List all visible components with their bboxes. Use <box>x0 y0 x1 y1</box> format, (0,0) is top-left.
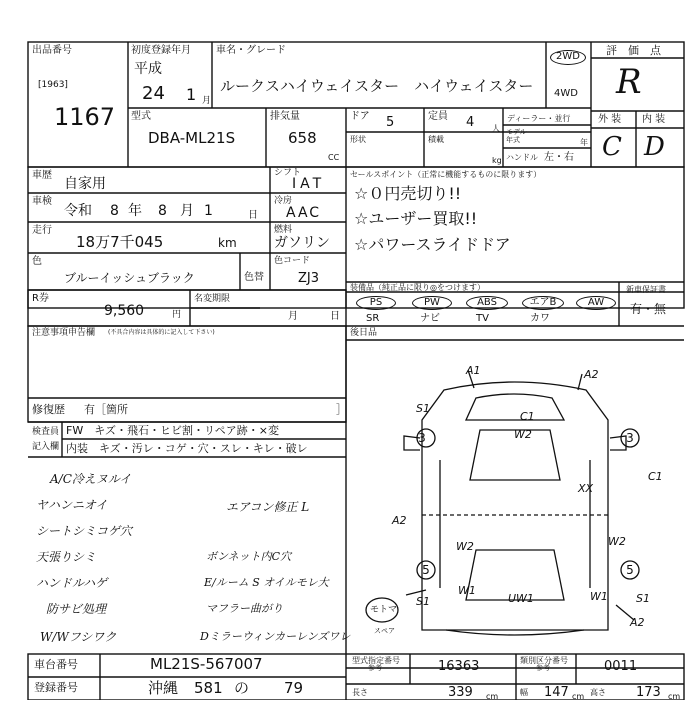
hand-note-right-1: エアコン修正 L <box>226 500 310 514</box>
chassis-label: 車台番号 <box>34 658 78 671</box>
notes-label: 注意事項申告欄 <box>32 328 96 338</box>
color-code: ZJ3 <box>298 271 320 286</box>
hand-note-right-2: ボンネット内C穴 <box>206 550 292 563</box>
sales-point-1: ☆０円売切り!! <box>354 184 462 203</box>
mark-a2-rear: A2 <box>630 616 645 629</box>
spare-mark: モトマ <box>370 605 398 615</box>
equip-sr: SR <box>366 313 380 324</box>
length-unit: cm <box>486 692 499 701</box>
mark-uw1: UW1 <box>508 592 534 605</box>
spare-label: スペア <box>374 627 395 635</box>
model-spec-sub: 参考 <box>368 664 382 672</box>
history-label: 車歴 <box>32 170 52 181</box>
equip-airbag: エアB <box>522 296 564 310</box>
title-day: 日 <box>330 311 340 322</box>
width-value: 147 <box>544 685 569 700</box>
model-spec-value: 16363 <box>438 659 480 674</box>
equipment-label: 装備品（純正品に限り◎をつけます） <box>350 283 485 292</box>
year-char: 年 <box>128 203 142 219</box>
title-month: 月 <box>288 311 298 322</box>
later-load-label: 後日品 <box>350 328 378 338</box>
inspection-year: 8 <box>110 203 119 219</box>
ac: AAC <box>286 205 322 221</box>
sales-point-2: ☆ユーザー買取!! <box>354 209 478 228</box>
equip-tv: TV <box>476 313 489 324</box>
repair-label: 修復歴 <box>32 403 65 416</box>
class-sub: 参考 <box>536 664 550 672</box>
wheel-circle-rr: 5 <box>626 563 634 577</box>
dealer-label: ディーラー・並行 <box>507 114 571 123</box>
mileage: 18万7千045 <box>76 233 164 251</box>
mark-s1-right: S1 <box>636 592 650 605</box>
chassis-no: ML21S-567007 <box>150 655 263 673</box>
mark-a2-left: A2 <box>392 514 407 527</box>
recycle-label: R券 <box>32 293 49 304</box>
inspector-label-2: 記入欄 <box>32 442 60 452</box>
hand-note-right-5: Dミラーウィンカーレンズワレ <box>200 630 351 643</box>
model-label: 型式 <box>131 111 151 122</box>
equip-navi: ナビ <box>420 313 440 324</box>
length-value: 339 <box>448 685 473 700</box>
car-diagram <box>346 340 684 654</box>
equip-pw: PW <box>412 296 452 310</box>
class-label: 類別区分番号 <box>520 656 568 665</box>
wheel-circle-fl: 3 <box>418 431 426 445</box>
hand-note-left-2: ヤハンニオイ <box>36 498 108 512</box>
hand-note-left-1: A/C冷えヌルイ <box>50 472 132 486</box>
year-unit: 年 <box>580 138 588 147</box>
color-change-label: 色替 <box>244 272 264 283</box>
capacity-label: 定員 <box>428 111 448 122</box>
sales-point-3: ☆パワースライドドア <box>354 235 511 254</box>
inspection-day: 1 <box>204 203 213 219</box>
handle-value: 左・右 <box>544 152 574 163</box>
plate-no: 79 <box>284 679 304 697</box>
month-char: 月 <box>180 203 194 219</box>
lot-prefix: [1963] <box>38 80 68 90</box>
plate-kana: の <box>234 679 250 697</box>
model-code: DBA-ML21S <box>148 129 236 147</box>
first-reg-label: 初度登録年月 <box>131 45 191 56</box>
equip-ps: PS <box>356 296 396 310</box>
model-spec-label: 型式指定番号 <box>352 656 400 665</box>
notes-sublabel: (不具合内容は具体的に記入して下さい) <box>108 329 215 336</box>
mark-w1-left: W1 <box>458 584 476 597</box>
wheel-circle-rl: 5 <box>422 563 430 577</box>
equip-abs: ABS <box>466 296 508 310</box>
color: ブルーイッシュブラック <box>64 271 195 285</box>
interior-grade: D <box>644 132 665 162</box>
inspection-label: 車検 <box>32 196 52 207</box>
mark-a1: A1 <box>466 364 481 377</box>
hand-note-right-3: E/ルーム S オイルモレ大 <box>204 576 329 589</box>
score-label: 評 価 点 <box>606 44 661 57</box>
mark-w2-right: W2 <box>608 535 626 548</box>
inspector-row-1: FW キズ・飛石・ヒビ割・リペア跡・×変 <box>66 424 279 437</box>
hand-note-left-5: ハンドルハゲ <box>36 576 108 590</box>
hand-note-left-4: 天張りシミ <box>36 550 97 564</box>
car-name-label: 車名・グレード <box>216 45 286 56</box>
era: 平成 <box>134 61 162 77</box>
inspector-label-1: 検査員 <box>32 427 60 437</box>
repair-close: ］ <box>336 403 347 416</box>
width-unit: cm <box>572 692 585 701</box>
mark-c1-right: C1 <box>648 470 663 483</box>
class-value: 0011 <box>604 659 638 674</box>
lot-no: 1167 <box>54 103 116 131</box>
plate-label: 登録番号 <box>34 681 78 694</box>
height-label: 高さ <box>590 688 606 697</box>
first-reg-month: 1 <box>186 85 197 104</box>
mark-s1-rear: S1 <box>416 595 430 608</box>
mark-c1: C1 <box>520 410 535 423</box>
doors: 5 <box>386 115 395 130</box>
fuel-label: 燃料 <box>274 225 293 235</box>
inspection-month: 8 <box>158 203 167 219</box>
score: R <box>616 62 642 102</box>
mark-w2-left: W2 <box>456 540 474 553</box>
hand-note-right-4: マフラー曲がり <box>206 602 283 615</box>
color-code-label: 色コード <box>274 256 311 266</box>
new-warranty-value: 有・無 <box>630 302 667 316</box>
sales-points-label: セールスポイント（正常に機能するものに限ります） <box>350 170 542 179</box>
plate-class: 581 <box>194 679 223 697</box>
plate-region: 沖縄 <box>148 679 179 697</box>
capacity: 4 <box>466 115 475 130</box>
inspection-era: 令和 <box>64 203 92 219</box>
month-unit: 月 <box>202 96 212 106</box>
car-name: ルークスハイウェイスター ハイウェイスター <box>220 77 534 95</box>
recycle-value: 9,560 <box>104 303 145 319</box>
mark-w2-roof: W2 <box>514 428 532 441</box>
km-unit: km <box>218 236 237 250</box>
new-warranty-label: 新車保証書 <box>626 285 666 294</box>
shape-label: 形状 <box>350 135 366 144</box>
mark-w1-right: W1 <box>590 590 608 603</box>
history-value: 自家用 <box>64 176 106 192</box>
lot-no-label: 出品番号 <box>32 45 72 56</box>
yen-unit: 円 <box>172 310 182 320</box>
day-char: 日 <box>248 210 258 221</box>
equip-leather: カワ <box>530 313 550 324</box>
width-label: 幅 <box>520 688 528 697</box>
displacement-label: 排気量 <box>270 111 300 122</box>
hand-note-left-6: 防サビ処理 <box>46 602 107 616</box>
drive-4wd: 4WD <box>554 88 578 99</box>
drive-2wd: 2WD <box>550 50 586 65</box>
hand-note-left-7: W/Wフシワク <box>40 630 117 644</box>
doors-label: ドア <box>350 111 370 122</box>
handle-label: ハンドル <box>506 153 538 162</box>
title-change-label: 名変期限 <box>194 294 231 304</box>
mark-xx: XX <box>578 482 594 495</box>
equip-aw: AW <box>576 296 616 310</box>
model-year-label: モデル年式 <box>506 128 527 144</box>
hand-note-left-3: シートシミコゲ穴 <box>36 524 133 538</box>
shift-label: シフト <box>274 168 302 178</box>
cc-unit: CC <box>328 153 340 162</box>
mark-s1-front: S1 <box>416 402 430 415</box>
interior-label: 内 装 <box>642 114 666 125</box>
inspector-row-2: 内装 キズ・汚レ・コゲ・穴・スレ・キレ・破レ <box>66 442 308 455</box>
mark-a2-top: A2 <box>584 368 599 381</box>
capacity-unit: 人 <box>492 124 500 133</box>
exterior-label: 外 装 <box>598 114 622 125</box>
load-label: 積載 <box>428 135 444 144</box>
kg-unit: kg <box>492 156 502 165</box>
fuel: ガソリン <box>274 235 330 251</box>
exterior-grade: C <box>602 132 622 162</box>
shift: IAT <box>292 176 326 192</box>
wheel-circle-fr: 3 <box>626 431 634 445</box>
displacement: 658 <box>288 129 317 147</box>
mileage-label: 走行 <box>32 225 52 236</box>
height-value: 173 <box>636 685 661 700</box>
repair-value: 有［箇所 <box>84 403 128 416</box>
length-label: 長さ <box>352 688 368 697</box>
height-unit: cm <box>668 692 681 701</box>
ac-label: 冷房 <box>274 196 293 206</box>
color-label: 色 <box>32 256 42 267</box>
first-reg-year: 24 <box>142 83 165 104</box>
